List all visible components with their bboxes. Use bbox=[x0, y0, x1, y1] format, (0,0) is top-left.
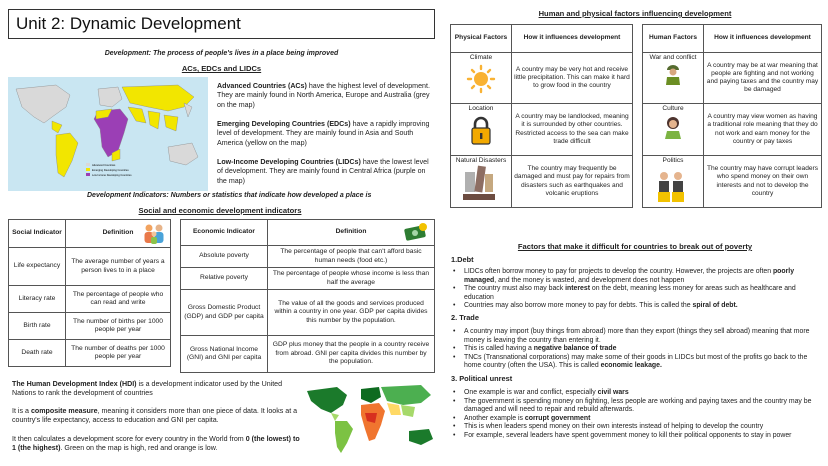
debt-list bbox=[451, 268, 823, 311]
table-row: Birth rate The number of births per 1000 people per year bbox=[9, 313, 171, 340]
hdi-paragraph-2: It is a composite measure, meaning it considers more than one piece of data. It looks at a country's life expectancy, access to education and GNI per capita. bbox=[12, 407, 298, 425]
social-indicator-table bbox=[8, 219, 171, 367]
list-item: • Countries may also borrow more money to pay for debts. This is called the spiral of debt. bbox=[451, 302, 823, 311]
soldier-icon bbox=[663, 63, 683, 85]
trade-title: 2. Trade bbox=[451, 313, 479, 322]
table-row: Culture A country may view women as having a traditional role meaning that they do not work and earn money for the country or pay taxes bbox=[643, 104, 822, 156]
poverty-factors-heading: Factors that make it difficult for countries to break out of poverty bbox=[517, 242, 753, 251]
table-row: Gross National Income (GNI) and GNI per capita GDP plus money that the people in a country receive from abroad. GNI per capita divides this number by the population. bbox=[181, 336, 435, 373]
edc-description: Emerging Developing Countries (EDCs) have a rapidly improving level of development. They are mainly found in Asia and South America (yellow on the map) bbox=[217, 120, 430, 147]
sun-icon bbox=[466, 64, 496, 94]
table-row: Literacy rate The percentage of people who can read and write bbox=[9, 286, 171, 313]
social-col-indicator: Social Indicator bbox=[9, 220, 66, 248]
table-row: Relative poverty The percentage of people whose income is less than half the average bbox=[181, 268, 435, 290]
human-col-influence: How it influences development bbox=[704, 25, 822, 53]
people-icon bbox=[141, 222, 167, 244]
economic-col-definition: Definition bbox=[268, 220, 435, 246]
map-legend-ac: Advanced Countries bbox=[92, 164, 116, 167]
factors-heading: Human and physical factors influencing development bbox=[538, 9, 732, 18]
development-world-map bbox=[8, 77, 208, 191]
list-item: • TNCs (Transnational corporations) may make some of their goods in LIDCs but most of the profits go back to the home country (often the USA). This is called economic leakage. bbox=[451, 354, 823, 371]
development-definition: Development: The process of people's lives in a place being improved bbox=[104, 50, 339, 57]
table-row: Gross Domestic Product (GDP) and GDP per capita The value of all the goods and services produced within a country in one year. GDP per capita divides this number by the population. bbox=[181, 290, 435, 336]
social-economic-heading: Social and economic development indicators bbox=[138, 206, 302, 215]
list-item: • This is when leaders spend money on their own interests instead of helping to develop the country bbox=[451, 423, 823, 432]
acs-heading: ACs, EDCs and LIDCs bbox=[181, 64, 262, 73]
physical-col-influence: How it influences development bbox=[512, 25, 633, 53]
development-indicators-definition: Development Indicators: Numbers or statistics that indicate how developed a place is bbox=[87, 192, 372, 199]
disaster-icon bbox=[463, 160, 495, 200]
money-icon bbox=[404, 222, 428, 242]
table-row: War and conflict A country may be at war meaning that people are fighting and not working and paying taxes and the country may be damaged bbox=[643, 53, 822, 104]
lidc-description: Low-Income Developing Countries (LIDCs) have the lowest level of development. They are mainly found in Central Africa (purple on the map) bbox=[217, 158, 429, 185]
table-row: Death rate The number of deaths per 1000 people per year bbox=[9, 340, 171, 367]
table-row: Absolute poverty The percentage of people that can't afford basic human needs (food etc.) bbox=[181, 246, 435, 268]
political-title: 3. Political unrest bbox=[451, 374, 513, 383]
economic-indicator-table bbox=[180, 219, 435, 373]
human-factors-table bbox=[642, 24, 822, 208]
padlock-icon bbox=[469, 116, 493, 146]
page-title: Unit 2: Dynamic Development bbox=[8, 9, 435, 39]
list-item: • This is called having a negative balance of trade bbox=[451, 345, 823, 354]
table-row: Location A country may be landlocked, meaning it is surrounded by other countries. Restricted access to the sea can make trade difficult bbox=[451, 104, 633, 156]
list-item: • For example, several leaders have spent government money to kill their political opponents to stay in power bbox=[451, 432, 823, 441]
list-item: • One example is war and conflict, especially civil wars bbox=[451, 389, 823, 398]
physical-col-factor: Physical Factors bbox=[451, 25, 512, 53]
social-col-definition: Definition bbox=[66, 220, 171, 248]
trade-list bbox=[451, 328, 823, 371]
physical-factors-table bbox=[450, 24, 633, 208]
hdi-world-map bbox=[303, 381, 441, 461]
table-row: Climate A country may be very hot and receive little precipitation. This can make it hard to grow food in the country bbox=[451, 53, 633, 104]
ac-description: Advanced Countries (ACs) have the highest level of development. They are mainly found in North America, Europe and Australia (grey on the map) bbox=[217, 82, 430, 109]
table-row: Life expectancy The average number of years a person lives to in a place bbox=[9, 248, 171, 286]
map-legend-lidc: Low Income Developing Countries bbox=[92, 174, 132, 177]
debt-title: 1.Debt bbox=[451, 255, 474, 264]
list-item: • The government is spending money on fighting, less people are working and paying taxes and the country may be damaged and will need to repair and rebuild afterwards. bbox=[451, 398, 823, 415]
list-item: • The country must also may back interest on the debt, meaning less money for areas such as healthcare and education bbox=[451, 285, 823, 302]
political-list bbox=[451, 389, 823, 441]
list-item: • A country may import (buy things from abroad) more than they export (things they sell abroad) meaning that more money is leaving the country than entering it. bbox=[451, 328, 823, 345]
hdi-paragraph-1: The Human Development Index (HDI) is a development indicator used by the United Nations to rank the development of countries bbox=[12, 380, 283, 398]
hdi-paragraph-3: It then calculates a development score for every country in the World from 0 (the lowest) to 1 (the highest). Green on the map is high, red and orange is low. bbox=[12, 435, 300, 453]
table-row: Politics The country may have corrupt leaders who spend money on their own interests and not to develop the country bbox=[643, 156, 822, 208]
human-col-factor: Human Factors bbox=[643, 25, 704, 53]
politicians-icon bbox=[655, 166, 687, 204]
list-item: • Another example is corrupt government bbox=[451, 415, 823, 424]
economic-col-indicator: Economic Indicator bbox=[181, 220, 268, 246]
map-legend-edc: Emerging Developing Countries bbox=[92, 169, 129, 172]
table-row: Natural Disasters The country may frequently be damaged and must pay for repairs from disasters such as earthquakes and volcanic eruptions bbox=[451, 156, 633, 208]
woman-icon bbox=[662, 115, 684, 139]
list-item: • LIDCs often borrow money to pay for projects to develop the country. However, the projects are often poorly managed, and the money is wasted, and development does not happen bbox=[451, 268, 823, 285]
